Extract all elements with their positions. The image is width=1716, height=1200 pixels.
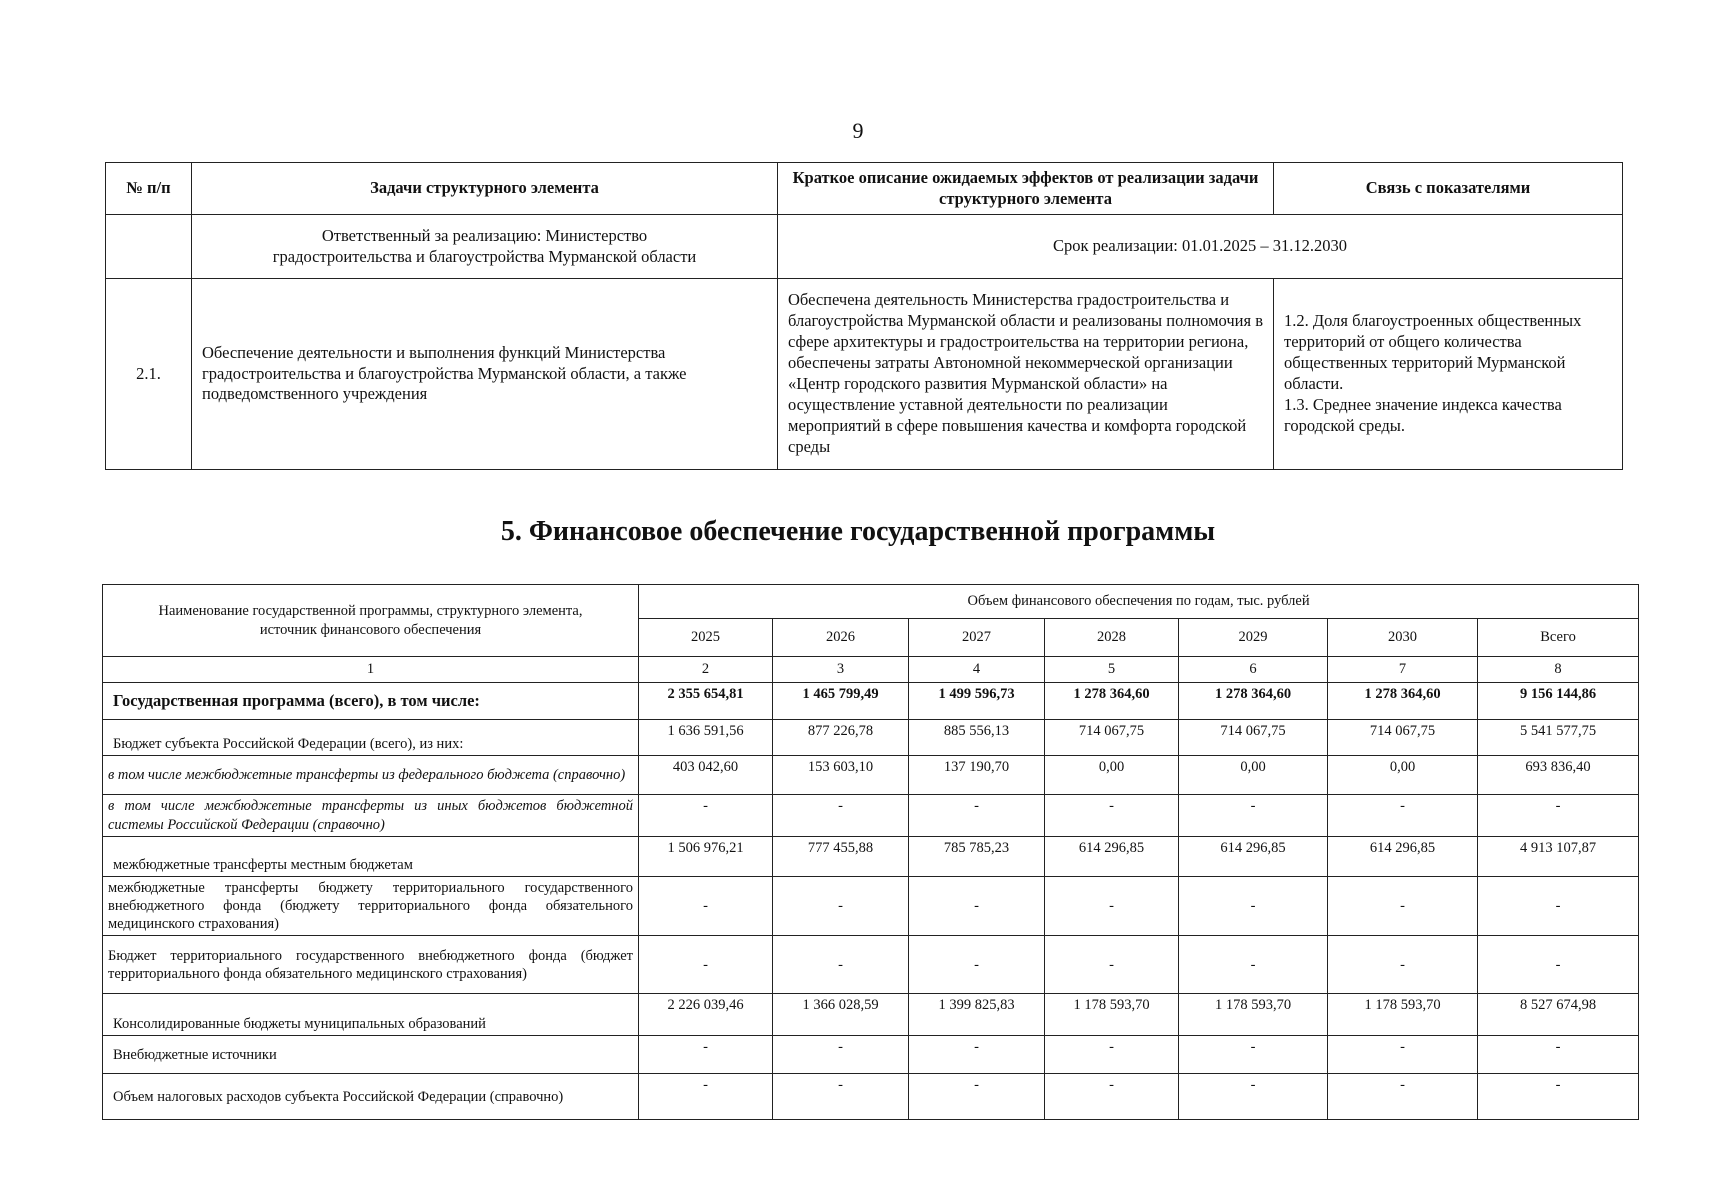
row-value: -: [773, 1074, 909, 1120]
table-row: [103, 877, 1639, 936]
row-value: -: [1045, 1074, 1179, 1120]
row-value: -: [1328, 1036, 1478, 1074]
row-value: 1 366 028,59: [773, 994, 909, 1036]
table-row: [103, 994, 1639, 1036]
row-value: -: [1179, 936, 1328, 994]
year-header: 2025: [639, 619, 773, 657]
column-number: 8: [1478, 657, 1639, 683]
row-value: -: [639, 1074, 773, 1120]
row-value: -: [1478, 936, 1639, 994]
row-value: -: [1045, 936, 1179, 994]
row-value: 2 355 654,81: [639, 683, 773, 720]
row-name: Объем налоговых расходов субъекта Российской Федерации (справочно): [103, 1074, 639, 1120]
row-value: -: [1328, 795, 1478, 837]
responsible-row: [106, 215, 1623, 279]
finance-header-row-1: [103, 585, 1639, 619]
column-numbers-row: [103, 657, 1639, 683]
row-value: 1 278 364,60: [1045, 683, 1179, 720]
row-value: -: [909, 1036, 1045, 1074]
row-value: 4 913 107,87: [1478, 837, 1639, 877]
row-value: 614 296,85: [1179, 837, 1328, 877]
header-num: № п/п: [106, 163, 192, 215]
table-row: [103, 936, 1639, 994]
tasks-table: [105, 162, 1623, 470]
row-value: -: [1045, 795, 1179, 837]
row-value: -: [773, 795, 909, 837]
row-value: 714 067,75: [1179, 720, 1328, 756]
table-row: [103, 1074, 1639, 1120]
effect-description: Обеспечена деятельность Министерства градостроительства и благоустройства Мурманской области и реализованы полномочия в сфере архитектуры и градостроительства на территории региона, обеспечены затраты Автономной некоммерческой организации «Центр городского развития Мурманской области» на осуществление уставной деятельности по реализации мероприятий в сфере повышения качества и комфорта городской среды: [778, 279, 1274, 470]
year-header: 2027: [909, 619, 1045, 657]
row-name: Бюджет субъекта Российской Федерации (всего), из них:: [103, 720, 639, 756]
row-value: 153 603,10: [773, 756, 909, 795]
page-number: 9: [852, 118, 864, 143]
row-value: -: [639, 795, 773, 837]
row-name: в том числе межбюджетные трансферты из федерального бюджета (справочно): [103, 756, 639, 795]
table-row: [103, 1036, 1639, 1074]
row-value: -: [1478, 795, 1639, 837]
header-tasks: Задачи структурного элемента: [192, 163, 778, 215]
row-value: -: [1328, 877, 1478, 936]
year-header: 2026: [773, 619, 909, 657]
header-effects: Краткое описание ожидаемых эффектов от реализации задачи структурного элемента: [778, 163, 1274, 215]
row-value: 877 226,78: [773, 720, 909, 756]
header-link: Связь с показателями: [1274, 163, 1623, 215]
table-row: [103, 720, 1639, 756]
row-name: в том числе межбюджетные трансферты из иных бюджетов бюджетной системы Российской Федерации (справочно): [103, 795, 639, 837]
row-value: 1 178 593,70: [1045, 994, 1179, 1036]
row-value: -: [1045, 1036, 1179, 1074]
row-value: 1 506 976,21: [639, 837, 773, 877]
row-value: -: [1179, 877, 1328, 936]
row-value: 785 785,23: [909, 837, 1045, 877]
row-value: 714 067,75: [1045, 720, 1179, 756]
row-value: 714 067,75: [1328, 720, 1478, 756]
table-row: [103, 756, 1639, 795]
column-number: 7: [1328, 657, 1478, 683]
tasks-table-header-row: [106, 163, 1623, 215]
row-value: 1 399 825,83: [909, 994, 1045, 1036]
row-value: 614 296,85: [1328, 837, 1478, 877]
task-description: Обеспечение деятельности и выполнения функций Министерства градостроительства и благоустройства Мурманской области, а также подведомственного учреждения: [192, 279, 778, 470]
row-value: 1 178 593,70: [1328, 994, 1478, 1036]
empty-cell: [106, 215, 192, 279]
finance-header-volume: Объем финансового обеспечения по годам, тыс. рублей: [639, 585, 1639, 619]
row-value: -: [909, 795, 1045, 837]
row-value: 614 296,85: [1045, 837, 1179, 877]
row-name: Бюджет территориального государственного внебюджетного фонда (бюджет территориального фонда обязательного медицинского страхования): [103, 936, 639, 994]
table-row: [103, 795, 1639, 837]
row-value: 137 190,70: [909, 756, 1045, 795]
row-value: 1 278 364,60: [1328, 683, 1478, 720]
indicator-link-1: 1.2. Доля благоустроенных общественных территорий от общего количества общественных территорий Мурманской области.: [1284, 311, 1582, 393]
finance-header-name: Наименование государственной программы, структурного элемента, источник финансового обеспечения: [103, 585, 639, 657]
row-value: -: [1045, 877, 1179, 936]
year-header: 2030: [1328, 619, 1478, 657]
row-value: -: [909, 1074, 1045, 1120]
row-value: 0,00: [1045, 756, 1179, 795]
responsible-cell: Ответственный за реализацию: Министерство градостроительства и благоустройства Мурманской области: [192, 215, 778, 279]
table-row: [103, 683, 1639, 720]
row-value: -: [639, 936, 773, 994]
year-header: 2028: [1045, 619, 1179, 657]
row-value: 777 455,88: [773, 837, 909, 877]
row-value: -: [1478, 1074, 1639, 1120]
row-value: 1 278 364,60: [1179, 683, 1328, 720]
row-value: 0,00: [1179, 756, 1328, 795]
row-value: 5 541 577,75: [1478, 720, 1639, 756]
row-value: 8 527 674,98: [1478, 994, 1639, 1036]
row-value: -: [1179, 1074, 1328, 1120]
row-value: 9 156 144,86: [1478, 683, 1639, 720]
column-number: 6: [1179, 657, 1328, 683]
indicator-links: [1274, 279, 1623, 470]
row-value: -: [1179, 795, 1328, 837]
row-value: 403 042,60: [639, 756, 773, 795]
row-value: -: [909, 936, 1045, 994]
indicator-link-2: 1.3. Среднее значение индекса качества городской среды.: [1284, 394, 1562, 435]
row-value: -: [1478, 877, 1639, 936]
row-value: 1 636 591,56: [639, 720, 773, 756]
row-value: -: [1179, 1036, 1328, 1074]
row-value: -: [773, 1036, 909, 1074]
column-number: 5: [1045, 657, 1179, 683]
year-header: Всего: [1478, 619, 1639, 657]
column-number: 1: [103, 657, 639, 683]
row-value: -: [1328, 936, 1478, 994]
row-name: межбюджетные трансферты бюджету территориального государственного внебюджетного фонда (бюджету территориального фонда обязательного медицинского страхования): [103, 877, 639, 936]
row-name: Государственная программа (всего), в том числе:: [103, 683, 639, 720]
year-header: 2029: [1179, 619, 1328, 657]
term-cell: Срок реализации: 01.01.2025 – 31.12.2030: [778, 215, 1623, 279]
row-value: -: [639, 877, 773, 936]
row-value: 885 556,13: [909, 720, 1045, 756]
row-value: -: [639, 1036, 773, 1074]
row-name: Внебюджетные источники: [103, 1036, 639, 1074]
task-row: [106, 279, 1623, 470]
row-value: 1 499 596,73: [909, 683, 1045, 720]
row-value: 0,00: [1328, 756, 1478, 795]
row-value: 693 836,40: [1478, 756, 1639, 795]
table-row: [103, 837, 1639, 877]
finance-table: [102, 584, 1639, 1120]
section-title: 5. Финансовое обеспечение государственной программы: [500, 516, 1216, 547]
row-value: -: [773, 877, 909, 936]
task-number: 2.1.: [106, 279, 192, 470]
column-number: 2: [639, 657, 773, 683]
row-value: 1 465 799,49: [773, 683, 909, 720]
row-name: межбюджетные трансферты местным бюджетам: [103, 837, 639, 877]
row-value: -: [1478, 1036, 1639, 1074]
row-value: -: [1328, 1074, 1478, 1120]
row-value: -: [909, 877, 1045, 936]
row-value: -: [773, 936, 909, 994]
column-number: 4: [909, 657, 1045, 683]
row-name: Консолидированные бюджеты муниципальных образований: [103, 994, 639, 1036]
column-number: 3: [773, 657, 909, 683]
row-value: 1 178 593,70: [1179, 994, 1328, 1036]
row-value: 2 226 039,46: [639, 994, 773, 1036]
